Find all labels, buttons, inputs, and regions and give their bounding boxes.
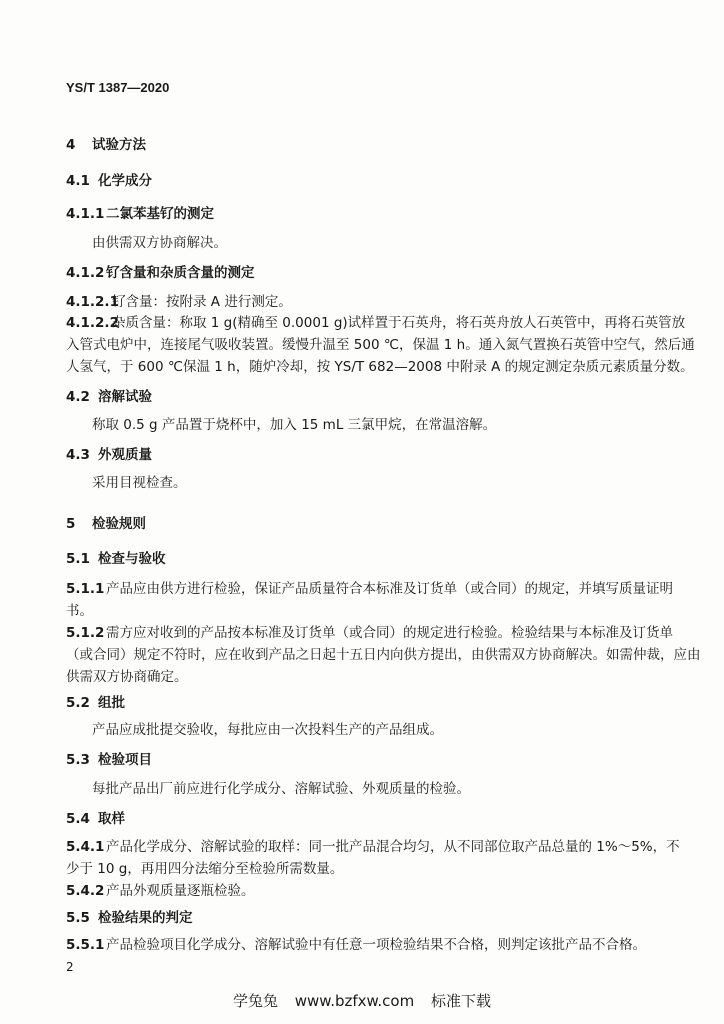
section-4-2-heading <box>66 386 666 408</box>
clause-number: 5.4.1 <box>66 839 105 855</box>
section-number: 4.3 <box>66 447 90 463</box>
section-title: 检验项目 <box>98 752 152 768</box>
clause-number: 4.1.2.2 <box>66 315 119 331</box>
page-number: 2 <box>66 960 74 974</box>
section-number: 5.4 <box>66 811 90 827</box>
standard-code-header: YS/T 1387—2020 <box>66 80 170 95</box>
section-title: 化学成分 <box>98 173 152 189</box>
clause-text-line: 产品应由供方进行检验，保证产品质量符合本标准及订货单（或合同）的规定，并填写质量证明 <box>106 581 673 597</box>
section-number: 4 <box>66 137 76 153</box>
section-title: 试验方法 <box>92 137 146 153</box>
section-5-2-text: 产品应成批提交验收，每批应由一次投料生产的产品组成。 <box>92 722 443 738</box>
clause-text-line: 杂质含量：称取 1 g(精确至 0.0001 g)试样置于石英舟，将石英舟放人石英管中，再将石英管放 <box>112 315 686 331</box>
clause-text-line: 产品化学成分、溶解试验的取样：同一批产品混合均匀，从不同部位取产品总量的 1%～5%，不 <box>106 839 680 855</box>
section-4-heading <box>66 134 666 156</box>
section-5-5-heading <box>66 907 666 929</box>
section-title: 外观质量 <box>98 447 152 463</box>
clause-number: 4.1.2.1 <box>66 294 119 310</box>
section-5-heading <box>66 513 666 535</box>
clause-number: 5.5.1 <box>66 937 105 953</box>
section-5-3-text: 每批产品出厂前应进行化学成分、溶解试验、外观质量的检验。 <box>92 781 470 797</box>
section-number: 5.1 <box>66 551 90 567</box>
section-title: 钌含量和杂质含量的测定 <box>106 265 255 281</box>
section-4-1-2-heading <box>66 262 666 284</box>
section-4-3-heading <box>66 444 666 466</box>
section-5-4-1-paragraph <box>66 836 680 858</box>
section-number: 5.2 <box>66 695 90 711</box>
section-title: 检验结果的判定 <box>98 910 193 926</box>
section-title: 组批 <box>98 695 125 711</box>
section-title: 检查与验收 <box>98 551 166 567</box>
section-5-5-1-paragraph <box>66 934 666 956</box>
clause-text: 产品检验项目化学成分、溶解试验中有任意一项检验结果不合格，则判定该批产品不合格。 <box>106 937 646 953</box>
section-title: 溶解试验 <box>98 389 152 405</box>
clause-number: 5.1.1 <box>66 581 105 597</box>
clause-number: 5.4.2 <box>66 883 105 899</box>
section-4-1-2-2-paragraph <box>66 312 686 334</box>
clause-text-line: 少于 10 g，再用四分法缩分至检验所需数量。 <box>66 861 344 877</box>
clause-text-line: 需方应对收到的产品按本标准及订货单（或合同）的规定进行检验。检验结果与本标准及订货单 <box>106 625 673 641</box>
section-4-1-heading <box>66 170 666 192</box>
section-number: 4.1.1 <box>66 206 105 222</box>
section-4-1-2-1-paragraph <box>66 291 666 313</box>
section-number: 4.2 <box>66 389 90 405</box>
site-watermark: 学兔兔 www.bzfxw.com 标准下载 <box>233 992 491 1010</box>
section-number: 5.5 <box>66 910 90 926</box>
clause-number: 5.1.2 <box>66 625 105 641</box>
clause-text: 产品外观质量逐瓶检验。 <box>106 883 255 899</box>
section-4-2-text: 称取 0.5 g 产品置于烧杯中，加入 15 mL 三氯甲烷，在常温溶解。 <box>92 417 497 433</box>
section-4-1-1-text: 由供需双方协商解决。 <box>92 235 227 251</box>
section-5-2-heading <box>66 692 666 714</box>
section-title: 检验规则 <box>92 516 146 532</box>
section-5-1-1-paragraph <box>66 578 673 600</box>
section-4-3-text: 采用目视检查。 <box>92 475 187 491</box>
section-5-4-heading <box>66 808 666 830</box>
section-number: 5 <box>66 516 76 532</box>
section-number: 4.1 <box>66 173 90 189</box>
clause-text-line: 人氢气，于 600 ℃保温 1 h，随炉冷却，按 YS/T 682—2008 中附录 A 的规定测定杂质元素质量分数。 <box>66 359 694 375</box>
clause-text-line: （或合同）规定不符时，应在收到产品之日起十五日内向供方提出，由供需双方协商解决。如需仲裁，应由 <box>66 647 701 663</box>
section-4-1-1-heading <box>66 203 666 225</box>
section-5-4-2-paragraph <box>66 880 666 902</box>
clause-text-line: 书。 <box>66 603 93 619</box>
section-title: 取样 <box>98 811 125 827</box>
clause-text-line: 供需双方协商确定。 <box>66 669 188 685</box>
section-number: 5.3 <box>66 752 90 768</box>
section-5-3-heading <box>66 749 666 771</box>
clause-text-line: 入管式电炉中，连接尾气吸收装置。缓慢升温至 500 ℃，保温 1 h。通入氮气置换石英管中空气，然后通 <box>66 337 695 353</box>
section-5-1-2-paragraph <box>66 622 673 644</box>
section-title: 二氯苯基钌的测定 <box>106 206 214 222</box>
section-number: 4.1.2 <box>66 265 105 281</box>
section-5-1-heading <box>66 548 666 570</box>
clause-text: 钌含量：按附录 A 进行测定。 <box>112 294 292 310</box>
